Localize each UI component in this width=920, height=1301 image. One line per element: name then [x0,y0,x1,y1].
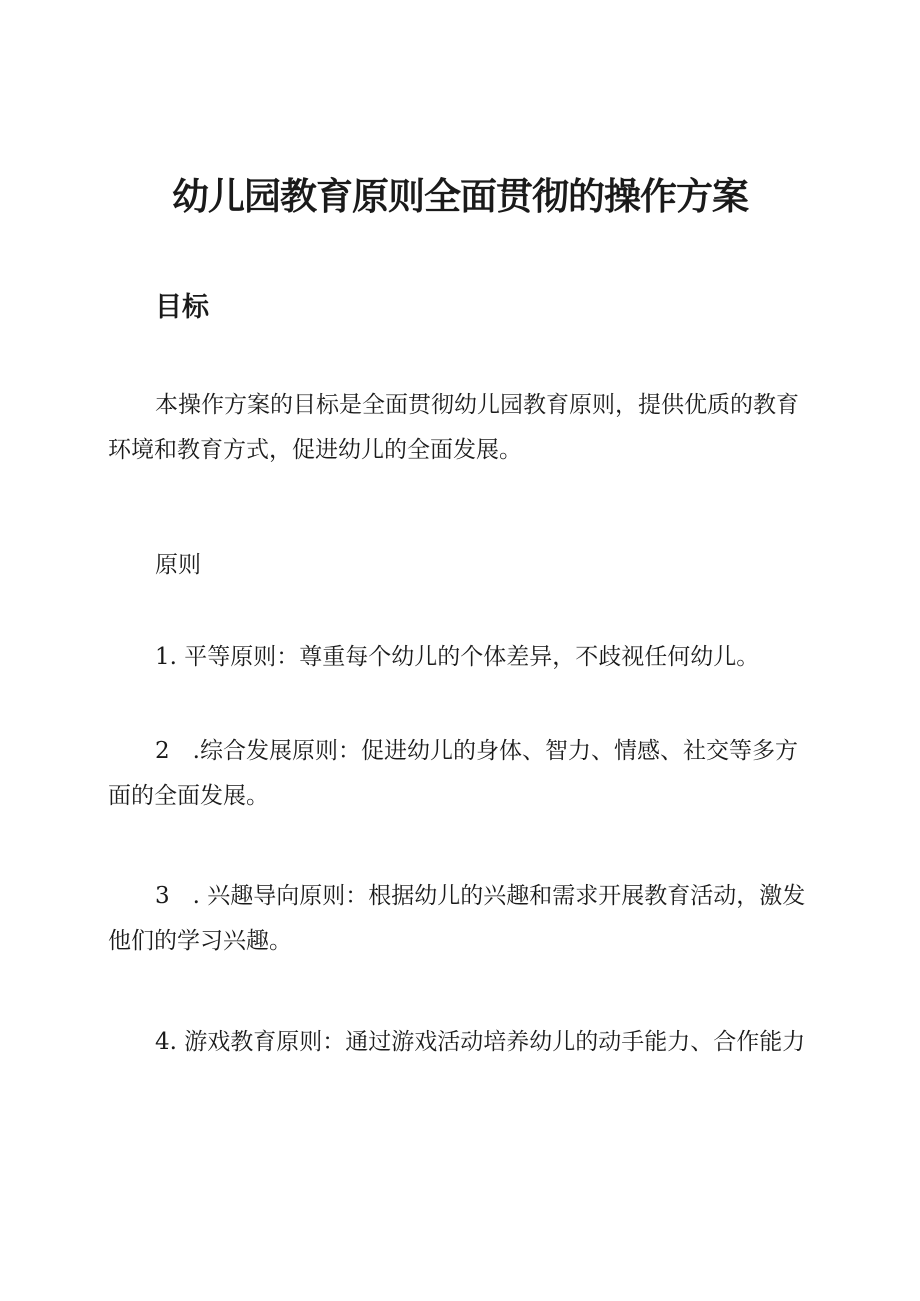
section-heading-goal: 目标 [155,292,209,323]
principle-item-1: 1. 平等原则：尊重每个幼儿的个体差异，不歧视任何幼儿。 [155,644,760,670]
principle-item-3: 3 . 兴趣导向原则：根据幼儿的兴趣和需求开展教育活动，激发他们的学习兴趣。 [108,883,806,954]
principle-item-2: 2 .综合发展原则：促进幼儿的身体、智力、情感、社交等多方面的全面发展。 [108,738,798,809]
document-title: 幼儿园教育原则全面贯彻的操作方案 [172,175,748,218]
goal-paragraph: 本操作方案的目标是全面贯彻幼儿园教育原则，提供优质的教育环境和教育方式，促进幼儿的全面发展。 [108,392,799,463]
principle-item-4: 4. 游戏教育原则：通过游戏活动培养幼儿的动手能力、合作能力 [155,1029,806,1055]
principles-label: 原则 [155,552,201,578]
